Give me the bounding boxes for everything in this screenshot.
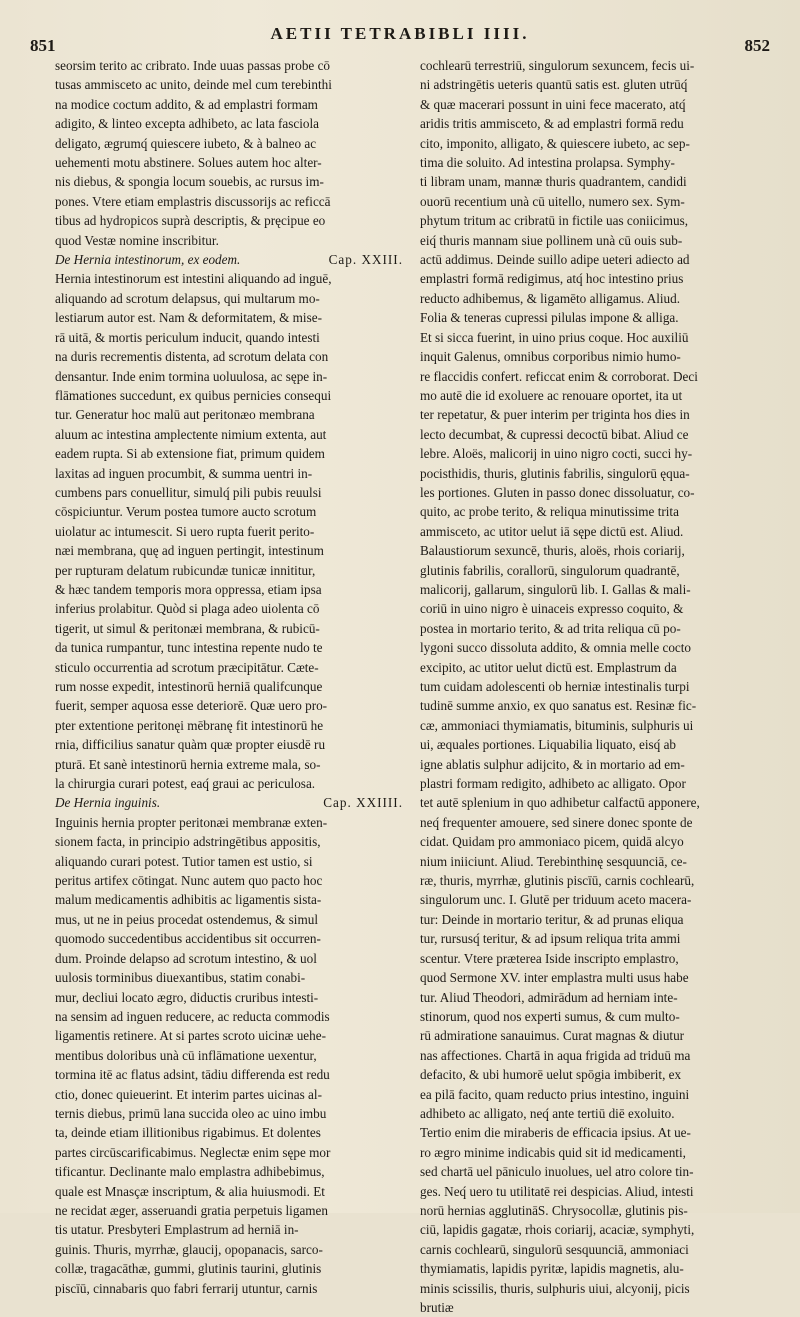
text-line: mur, decliui locato ægro, diductis cruribus intesti- <box>55 989 319 1005</box>
text-line: igne ablatis sulphur adijcito, & in mortario ad em- <box>420 756 685 772</box>
text-line: tusas ammisceto ac unito, deinde mel cum terebinthi <box>55 77 332 93</box>
chapter-title: De Hernia intestinorum, ex eodem. <box>55 252 241 268</box>
text-line: adigito, & linteo excepta adhibeto, ac lata fasciola <box>55 116 320 132</box>
page-header <box>0 24 800 54</box>
text-line: glutinis fabrilis, corallorū, singulorum quadrantē, <box>420 562 680 578</box>
text-line: tibus ad hydropicos suprà descriptis, & pręcipue eo <box>55 213 326 229</box>
text-line: nis diebus, & spongia locum souebis, ac rursus im- <box>55 174 324 190</box>
text-line: uulosis torminibus diuexantibus, statim conabi- <box>55 970 306 986</box>
text-line: quito, ac probe terito, & reliqua minutissime trita <box>420 504 679 520</box>
text-line: quod Sermone XV. inter emplastra multi usus habe <box>420 970 689 986</box>
text-line: & hæc tandem temporis mora oppressa, etiam ipsa <box>55 581 322 597</box>
text-line: rū admiratione sanauimus. Curat magnas & diutur <box>420 1028 685 1044</box>
text-line: aridis tritis ammisceto, & ad emplastri formā redu <box>420 116 684 132</box>
text-line: tet autē splenium in quo adhibetur calfactū apponere, <box>420 795 700 811</box>
text-line: lestiarum autor est. Nam & deformitatem, & mise- <box>55 310 322 326</box>
text-line: sionem facta, in principio adstringētibus appositis, <box>55 834 321 850</box>
text-line: thymiamatis, lapidis pyritæ, lapidis magnetis, alu- <box>420 1261 684 1277</box>
text-line: actū addimus. Deinde suillo adipe ueteri adiecto ad <box>420 252 690 268</box>
text-line: mo autē die id exoluere ac renouare oportet, ita ut <box>420 387 683 403</box>
text-line: emplastri formā redigimus, atq́ hoc intestino prius <box>420 271 684 287</box>
text-line: cito, imponito, alligato, & quiescere iubeto, ac sep- <box>420 135 690 151</box>
text-line: mus, ut ne in peius procedat ostendemus, & simul <box>55 911 318 927</box>
text-line: plastri formam redigito, adhibeto ac alligato. Opor <box>420 776 686 792</box>
text-line: ro ægro minime indicabis quid sit id medicamenti, <box>420 1144 686 1160</box>
text-line: carnis cochlearū, singulorū sesquunciā, ammoniaci <box>420 1241 689 1257</box>
text-line: ti libram unam, mannæ thuris quadrantem, candidi <box>420 174 687 190</box>
text-line: piscīū, cinnabaris quo fabri ferrarij utuntur, carnis <box>55 1280 318 1296</box>
text-line: ternis diebus, primū lana succida oleo ac uino imbu <box>55 1105 327 1121</box>
text-line: tur: Deinde in mortario teritur, & ad prunas eliqua <box>420 911 684 927</box>
text-line: reducto adhibemus, & ligamēto alligamus. Aliud. <box>420 290 681 306</box>
text-line: densantur. Inde enim tormina uoluulosa, ac sępe in- <box>55 368 328 384</box>
text-line: scentur. Vtere præterea Iside inscripto emplastro, <box>420 950 679 966</box>
text-line: pturā. Et sanè intestinorū hernia extreme mala, so- <box>55 756 321 772</box>
text-line: norū hernias agglutināS. Chrysocollæ, glutinis pis- <box>420 1202 688 1218</box>
text-line: malicorij, gallarum, singulorū lib. I. Gallas & mali- <box>420 581 691 597</box>
text-line: minis scissilis, thuris, sulphuris uiui, alcyonij, picis <box>420 1280 690 1296</box>
text-line: Et si sicca fuerint, in uino prius coque. Hoc auxiliū <box>420 329 689 345</box>
text-line: excipito, ac utitor uelut dictū est. Emplastrum da <box>420 659 677 675</box>
text-line: brutiæ <box>420 1300 454 1315</box>
right-paragraph-1 <box>420 56 770 1317</box>
text-line: la chirurgia curari potest, eaq́ graui ac periculosa. <box>55 776 316 792</box>
left-column <box>55 56 403 1298</box>
text-line: eiq́ thuris mannam siue pollinem unà cū ouis sub- <box>420 232 683 248</box>
text-line: tormina itē ac flatus adsint, tādiu differenda est redu <box>55 1067 330 1083</box>
text-line: ne recidat æger, asseruandi gratia perpetuis ligamen <box>55 1202 329 1218</box>
text-line: sed chartā uel pāniculo inuolues, uel atro colore tin- <box>420 1164 694 1180</box>
text-line: cōspiciuntur. Verum postea tumore aucto scrotum <box>55 504 317 520</box>
text-line: defacito, & ubi humorē uelut spōgia imbiberit, ex <box>420 1067 682 1083</box>
text-line: flāmationes succedunt, ex quibus pernicies consequi <box>55 387 332 403</box>
text-line: aliquando ad scrotum delapsus, qui multarum mo- <box>55 290 320 306</box>
text-line: ni adstringētis ueteris quantū satis est. gluten utrūq́ <box>420 77 688 93</box>
text-line: tigerit, ut simul & peritonæi membrana, & rubicū- <box>55 620 320 636</box>
chapter-number: Cap. XXIII. <box>328 252 403 268</box>
text-line: aluum ac intestina amplectente nimium extenta, aut <box>55 426 327 442</box>
text-line: mentibus doloribus unà cū inflāmatione uexentur, <box>55 1047 317 1063</box>
text-line: ges. Neq́ uero tu utilitatē rei despicias. Aliud, intesti <box>420 1183 694 1199</box>
text-line: cæ, ammoniaci thymiamatis, bituminis, sulphuris ui <box>420 717 694 733</box>
text-line: ouorū recentium unà cū uitello, numero sex. Sym- <box>420 193 685 209</box>
text-line: & quæ macerari possunt in uini fece macerato, atq́ <box>420 96 686 112</box>
text-line: inquit Galenus, omnibus corporibus nimio humo- <box>420 349 681 365</box>
text-line: ctio, donec quieuerint. Et interim partes uicinas al- <box>55 1086 322 1102</box>
text-line: ræ, thuris, myrrhæ, glutinis piscīū, carnis cochlearū, <box>420 873 695 889</box>
running-head: AETII TETRABIBLI IIII. <box>270 24 530 43</box>
text-line: uiolatur ac intumescit. Si uero rupta fuerit perito- <box>55 523 315 539</box>
text-line: quale est Mnasçæ inscriptum, & alia huiusmodi. Et <box>55 1183 325 1199</box>
text-line: tudinē summe anxio, ex quo sanatus est. Resinæ fic- <box>420 698 697 714</box>
text-line: ligamentis retinere. At si partes scroto uicinæ uehe- <box>55 1028 326 1044</box>
text-line: les portiones. Gluten in passo donec dissoluatur, co- <box>420 484 695 500</box>
text-line: laxitas ad inguen procumbit, & summa uentri in- <box>55 465 313 481</box>
text-line: coriū in uino nigro è uinaceis expresso coquito, & <box>420 601 684 617</box>
text-line: na duris recrementis distenta, ad scrotum delata con <box>55 349 329 365</box>
left-paragraph-1 <box>55 56 403 250</box>
text-line: ta, deinde etiam illitionibus rigabimus. Et dolentes <box>55 1125 321 1141</box>
text-line: postea in mortario terito, & ad trita reliqua cū po- <box>420 620 681 636</box>
text-line: sticulo occurrentia ad scrotum præcipitātur. Cæte- <box>55 659 319 675</box>
chapter-number: Cap. XXIIII. <box>323 795 403 811</box>
text-line: cidat. Quidam pro ammoniaco picem, quidā alcyo <box>420 834 684 850</box>
text-line: guinis. Thuris, myrrhæ, glaucij, opopanacis, sarco- <box>55 1241 323 1257</box>
text-line: ui, æquales portiones. Liquabilia liquato, eisq́ ab <box>420 737 677 753</box>
text-line: singulorum unc. I. Glutē per triduum aceto macera- <box>420 892 692 908</box>
chapter-title: De Hernia inguinis. <box>55 795 161 811</box>
text-line: dum. Proinde delapso ad scrotum intestino, & uol <box>55 950 317 966</box>
text-line: Inguinis hernia propter peritonæi membranæ exten- <box>55 814 328 830</box>
text-line: tificantur. Declinante malo emplastra adhibebimus, <box>55 1164 325 1180</box>
text-line: rnia, difficilius sanatur quàm quæ propter eiusdē ru <box>55 737 326 753</box>
text-line: Folia & teneras cupressi pilulas impone & alliga. <box>420 310 679 326</box>
text-line: malum medicamentis adhibitis ac ligamentis sista- <box>55 892 322 908</box>
text-line: uehementi motu abstinere. Solues autem hoc alter- <box>55 155 322 171</box>
text-line: lygoni succo dissoluta addito, & omnia melle cocto <box>420 640 692 656</box>
text-line: tima die soluito. Ad intestina prolapsa. Symphy- <box>420 155 675 171</box>
text-line: ter repetatur, & puer interim per triginta hos dies in <box>420 407 690 423</box>
text-line: partes circūscarificabimus. Neglectæ enim sępe mor <box>55 1144 331 1160</box>
text-line: collæ, tragacāthæ, gummi, glutinis taurini, glutinis <box>55 1261 322 1277</box>
text-line: ammisceto, ac utitor uelut iā sępe dictū est. Aliud. <box>420 523 684 539</box>
text-line: tur, rursusq́ teritur, & ad ipsum reliqua trita ammi <box>420 931 681 947</box>
text-line: da tunica rumpantur, tunc intestina repente nudo te <box>55 640 323 656</box>
text-line: ciū, lapidis gagatæ, rhois coriarij, acaciæ, symphyti, <box>420 1222 695 1238</box>
text-line: Tertio enim die miraberis de efficacia ipsius. At ue- <box>420 1125 691 1141</box>
text-line: fuerit, semper aquosa esse deteriorē. Quæ uero pro- <box>55 698 328 714</box>
text-line: adhibeto ac alligato, neq́ ante tertiū diē exoluito. <box>420 1105 675 1121</box>
text-line: phytum tritum ac cribratū in fictile uas coniicimus, <box>420 213 689 229</box>
text-line: næi membrana, quę ad inguen pertingit, intestinum <box>55 543 324 559</box>
text-line: neq́ frequenter amouere, sed sinere donec sponte de <box>420 814 693 830</box>
text-line: peritus artifex cōtingat. Nunc autem quo pacto hoc <box>55 873 323 889</box>
text-line: aliquando curari potest. Tutior tamen est ustio, si <box>55 853 313 869</box>
text-line: quod Vestæ nomine inscribitur. <box>55 232 219 248</box>
text-line: nas affectiones. Chartā in aqua frigida ad triduū ma <box>420 1047 691 1063</box>
text-line: tum cuidam adolescenti ob herniæ intestinalis turpi <box>420 679 690 694</box>
text-line: re flaccidis confert. reficcat enim & corroborat. Deci <box>420 368 698 384</box>
text-line: cumbens pars conuellitur, simulq́ pili pubis reuulsi <box>55 484 322 500</box>
text-line: na sensim ad inguen reducere, ac reducta commodis <box>55 1008 330 1024</box>
text-line: eadem rupta. Si ab extensione fiat, primum quidem <box>55 446 325 462</box>
text-line: seorsim terito ac cribrato. Inde uuas passas probe cō <box>55 58 331 73</box>
text-line: rum nosse expedit, intestinorū herniā qualifcunque <box>55 679 323 694</box>
right-page-number: 852 <box>744 36 770 55</box>
text-line: per rupturam delatum rubicundæ tunicæ innititur, <box>55 562 316 578</box>
left-paragraph-3 <box>55 813 403 1298</box>
text-line: pones. Vtere etiam emplastris discussorijs ac reficcā <box>55 193 331 209</box>
text-line: tur. Generatur hoc malū aut peritonæo membrana <box>55 407 315 423</box>
text-line: pter extentione peritonęi mēbranę fit intestinorū he <box>55 717 324 733</box>
text-line: cochlearū terrestriū, singulorum sexuncem, fecis ui- <box>420 58 695 73</box>
chapter-heading-23 <box>55 250 403 269</box>
text-line: quomodo succedentibus accidentibus sit occurren- <box>55 931 321 947</box>
text-line: tur. Aliud Theodori, admirādum ad herniam inte- <box>420 989 678 1005</box>
text-line: pocisthidis, thuris, glutinis fabrilis, singulorū ęqua- <box>420 465 690 481</box>
right-column <box>420 56 770 1317</box>
text-line: lecto decumbat, & cupressi decoctū bibat. Aliud ce <box>420 426 689 442</box>
text-line: Balaustiorum sexuncē, thuris, aloës, rhois coriarij, <box>420 543 685 559</box>
chapter-heading-24 <box>55 793 403 812</box>
text-line: Hernia intestinorum est intestini aliquando ad inguē, <box>55 271 332 287</box>
text-line: tis utatur. Presbyteri Emplastrum ad herniā in- <box>55 1222 299 1238</box>
left-paragraph-2 <box>55 269 403 793</box>
text-line: inferius prolabitur. Quòd si plaga adeo uiolenta cō <box>55 601 320 617</box>
text-line: nium iniiciunt. Aliud. Terebinthinę sesquunciā, ce- <box>420 853 687 869</box>
text-line: stinorum, quod nos experti sumus, & cum multo- <box>420 1008 680 1024</box>
text-line: lebre. Aloës, malicorij in uino nigro cocti, succi hy- <box>420 446 693 462</box>
text-line: rā uitā, & mortis periculum inducit, quando intesti <box>55 329 320 345</box>
text-line: na modice coctum addito, & ad emplastri formam <box>55 96 318 112</box>
text-line: ea pilā facito, quam reducto prius intestino, inguini <box>420 1086 690 1102</box>
left-page-number: 851 <box>30 36 56 55</box>
text-line: deligato, ægrumq́ quiescere iubeto, & à balneo ac <box>55 135 317 151</box>
